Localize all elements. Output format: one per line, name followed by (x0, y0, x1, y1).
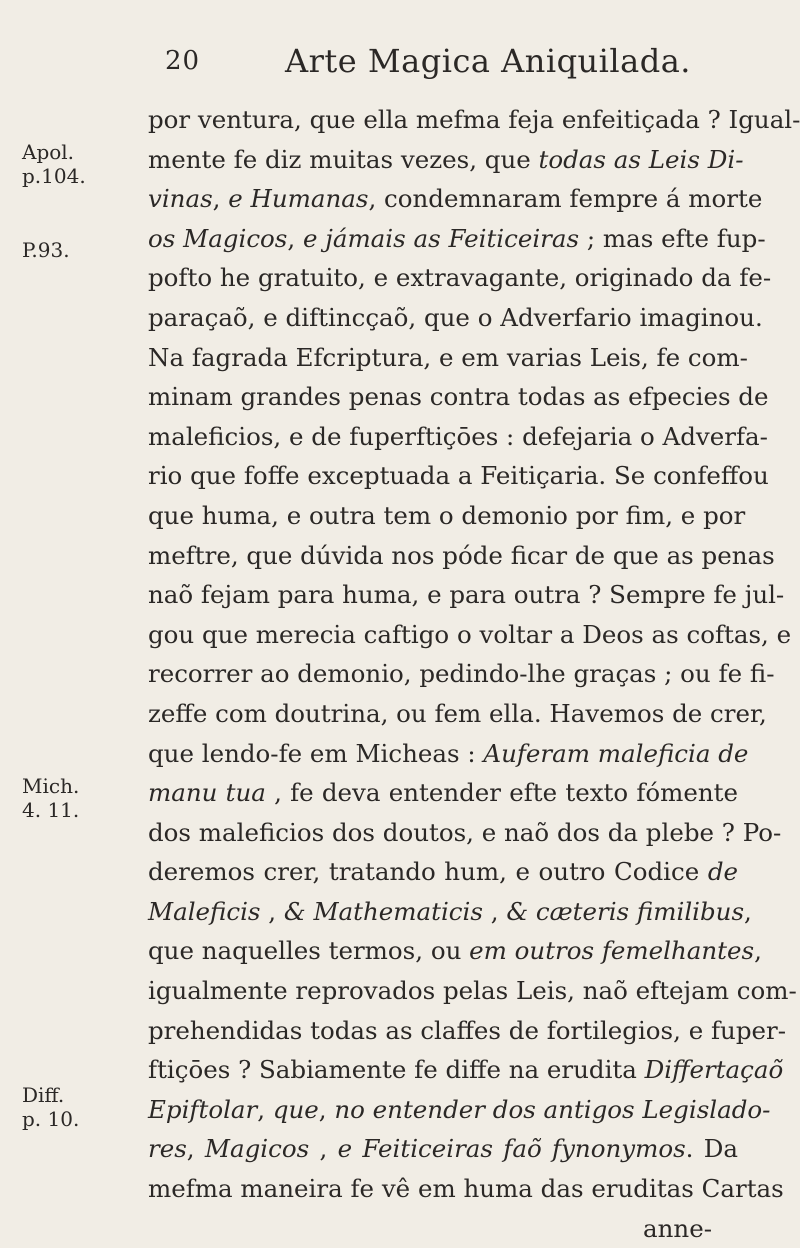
text-line (148, 140, 744, 180)
text-segment: mefma maneira fe vê em huma das eruditas Cartas (148, 1174, 784, 1204)
text-segment: e Humanas (228, 184, 369, 214)
text-line (148, 813, 782, 853)
text-segment: paraçaõ, e diftincçaõ, que o Adverfario imaginou. (148, 302, 763, 332)
text-segment: no entender dos antigos Legislado- (334, 1094, 771, 1124)
text-segment: , (260, 896, 284, 926)
text-segment: zeffe com doutrina, ou fem ella. Havemos de crer, (148, 698, 767, 728)
text-segment: pofto he gratuito, e extravagante, originado da fe- (148, 263, 772, 293)
text-segment: que naquelles termos, ou (148, 936, 470, 966)
text-segment: mente fe diz muitas vezes, que (148, 144, 539, 174)
text-segment: , (309, 1134, 338, 1164)
text-segment: Auferam maleficia de (483, 738, 749, 768)
text-segment: , (744, 896, 752, 926)
margin-note: Mich. 4. 11. (22, 774, 80, 822)
text-line (148, 734, 749, 774)
text-line (148, 496, 746, 536)
text-segment: prehendidas todas as claffes de fortilegios, e fuper- (148, 1015, 787, 1045)
text-segment: e Feiticeiras faõ fynonymos (337, 1134, 686, 1164)
text-segment: Epiftolar (148, 1094, 258, 1124)
text-segment: & cæteris fimilibus (506, 896, 745, 926)
text-line (148, 773, 738, 813)
text-segment: manu tua (148, 778, 266, 808)
text-segment: Differtaçaõ (644, 1055, 784, 1085)
text-segment: , condemnaram fempre á morte (368, 184, 763, 214)
text-line (148, 615, 792, 655)
text-line (148, 575, 785, 615)
text-line (148, 892, 752, 932)
text-segment: dos maleficios dos doutos, e naõ dos da plebe ? Po- (148, 817, 782, 847)
text-line (148, 1129, 738, 1169)
text-segment: igualmente reprovados pelas Leis, naõ eftejam com- (148, 976, 797, 1006)
text-segment: e jámais as Feiticeiras (302, 223, 580, 253)
text-line (148, 931, 762, 971)
text-segment: todas as Leis Di- (538, 144, 744, 174)
text-segment: que (272, 1094, 319, 1124)
text-segment: . Da (685, 1134, 738, 1164)
text-line (148, 456, 769, 496)
text-segment: por ventura, que ella mefma feja enfeitiçada ? Igual- (148, 105, 800, 134)
text-segment: Magicos (204, 1134, 310, 1164)
text-segment: que huma, e outra tem o demonio por fim, e por (148, 500, 746, 530)
catchword (148, 1209, 738, 1248)
text-segment: res (148, 1134, 187, 1164)
text-segment: ftiçōes ? Sabiamente fe diffe na erudita (148, 1055, 645, 1085)
text-segment: maleficios, e de fuperftiçōes : defejaria o Adverfa- (148, 421, 768, 451)
text-segment: os Magicos (148, 223, 288, 253)
text-line (148, 377, 769, 417)
text-segment: , (212, 184, 229, 214)
text-line (148, 694, 767, 734)
text-segment: , fe deva entender efte texto fómente (265, 778, 739, 808)
text-segment: & Mathematicis (283, 896, 483, 926)
text-line (148, 219, 766, 259)
text-segment: Maleficis (148, 896, 261, 926)
text-segment: , (186, 1134, 205, 1164)
body-text (148, 100, 800, 1248)
text-line (148, 1011, 787, 1051)
text-line (148, 258, 772, 298)
text-line (148, 417, 768, 457)
text-line (148, 852, 738, 892)
text-line (148, 338, 748, 378)
text-segment: vinas (148, 184, 213, 214)
text-line (148, 1050, 784, 1090)
text-line (148, 1090, 771, 1130)
text-line (148, 971, 797, 1011)
text-segment: deremos crer, tratando hum, e outro Codice (148, 857, 708, 887)
text-segment: gou que merecia caftigo o voltar a Deos as coftas, e (148, 619, 792, 649)
text-segment: , (318, 1094, 335, 1124)
text-segment: que lendo-fe em Micheas : (148, 738, 484, 768)
margin-note: Diff. p. 10. (22, 1083, 80, 1131)
text-segment: de (707, 857, 738, 887)
page-number: 20 (165, 46, 201, 76)
text-segment: , (257, 1094, 273, 1124)
running-title: Arte Magica Aniquilada. (285, 42, 691, 80)
text-line (148, 100, 800, 140)
page-header (165, 42, 725, 90)
text-segment: , (287, 223, 303, 253)
text-segment: meftre, que dúvida nos póde ficar de que as penas (148, 540, 775, 570)
text-segment: anne- (643, 1213, 712, 1243)
text-segment: , (482, 896, 507, 926)
text-segment: , (754, 936, 762, 966)
text-segment: ; mas efte fup- (579, 223, 766, 253)
text-line (148, 298, 763, 338)
text-line (148, 536, 775, 576)
margin-note: Apol. p.104. (22, 140, 86, 188)
text-segment: rio que foffe exceptuada a Feitiçaria. Se confeffou (148, 461, 769, 491)
text-segment: naõ fejam para huma, e para outra ? Sempre fe jul- (148, 580, 785, 610)
text-segment: recorrer ao demonio, pedindo-lhe graças ; ou fe fi- (148, 659, 775, 689)
text-line (148, 654, 775, 694)
text-line (148, 1169, 784, 1209)
text-line (148, 179, 763, 219)
margin-note: P.93. (22, 238, 70, 262)
text-segment: minam grandes penas contra todas as efpecies de (148, 382, 769, 412)
text-segment: Na fagrada Efcriptura, e em varias Leis, fe com- (148, 342, 748, 372)
text-segment: em outros femelhantes (469, 936, 755, 966)
